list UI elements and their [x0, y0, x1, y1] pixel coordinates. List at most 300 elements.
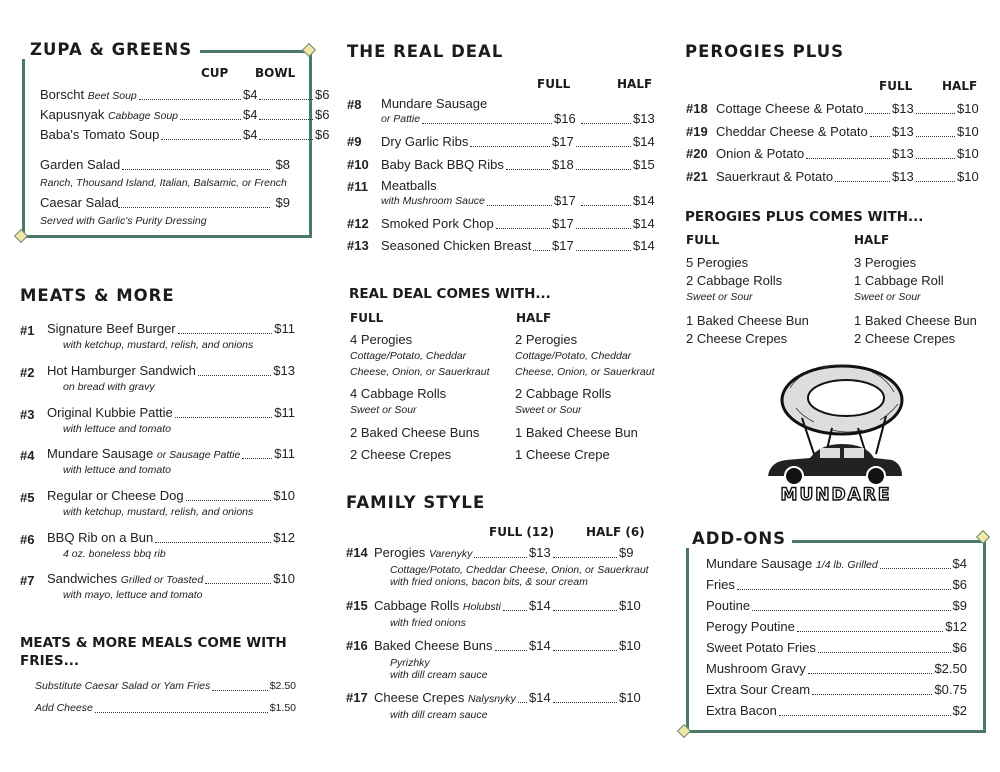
line-item: 2 Perogies: [515, 332, 578, 347]
item-name-text: Mushroom Gravy: [706, 661, 806, 676]
item-name-text: Mundare Sausage: [706, 556, 813, 571]
price-half: $15: [633, 157, 655, 172]
item-note: 4 oz. boneless bbq rib: [63, 548, 166, 560]
item-name-text: Sweet Potato Fries: [706, 640, 816, 655]
family-title: FAMILY STYLE: [346, 493, 486, 512]
item-price: $6: [952, 640, 967, 655]
price-bowl: $6: [315, 87, 330, 102]
price-half: $14: [633, 238, 655, 253]
item-price: $11: [274, 321, 295, 336]
item-name: [40, 106, 178, 125]
item-number: #4: [20, 448, 35, 463]
item-name-text: Perogies: [374, 545, 426, 560]
item-name: [35, 677, 210, 695]
line-item: 1 Baked Cheese Bun: [686, 313, 809, 328]
menu-row: [47, 320, 295, 338]
price-half: $9: [619, 545, 634, 560]
item-number: #9: [347, 134, 362, 149]
garden-salad: [40, 156, 290, 174]
item-note: on bread with gravy: [63, 381, 155, 393]
line-item: 1 Baked Cheese Bun: [515, 425, 638, 440]
price-bowl: $6: [315, 127, 330, 142]
price-full: $13: [892, 123, 914, 139]
item-price: $9: [275, 195, 290, 210]
menu-row: [47, 487, 295, 505]
line-note: Sweet or Sour: [515, 404, 582, 416]
menu-row: [381, 215, 653, 233]
item-price: $11: [274, 446, 295, 461]
leader-dots: [553, 557, 617, 558]
leader-dots: [808, 673, 932, 674]
item-desc: Beet Soup: [87, 90, 137, 102]
leader-dots: [806, 158, 890, 159]
menu-row: [381, 110, 653, 128]
perogies-title: PEROGIES PLUS: [685, 42, 844, 61]
cup-label: CUP: [201, 66, 229, 80]
perogies-comes-full: FULL: [686, 233, 720, 247]
price-half: $10: [619, 690, 641, 705]
price-full: $13: [529, 545, 551, 560]
price-cup: $4: [243, 87, 258, 102]
price-half: $14: [633, 193, 655, 208]
item-number: #12: [347, 216, 369, 231]
real-half-label: HALF: [617, 77, 653, 91]
item-name: [40, 126, 159, 144]
meats-title: MEATS & MORE: [20, 286, 175, 305]
menu-row: [706, 681, 967, 699]
leader-dots: [576, 169, 631, 170]
leader-dots: [178, 333, 272, 334]
leader-dots: [422, 123, 552, 124]
menu-row: [381, 156, 653, 174]
line-item: 2 Cabbage Rolls: [686, 273, 783, 288]
leader-dots: [503, 610, 527, 611]
perogies-comes-half: HALF: [854, 233, 890, 247]
line-item: 4 Cabbage Rolls: [350, 386, 447, 401]
leader-dots: [474, 557, 527, 558]
item-name: [716, 145, 804, 163]
item-desc: Grilled or Toasted: [120, 574, 204, 586]
price-full: $13: [892, 101, 914, 116]
price-half: $10: [619, 638, 641, 653]
item-note: with mayo, lettuce and tomato: [63, 589, 203, 601]
menu-row: [716, 123, 978, 141]
item-name-text: Smoked Pork Chop: [381, 216, 494, 231]
leader-dots: [916, 136, 955, 137]
item-name-text: Add Cheese: [35, 702, 93, 714]
item-name-text: Cottage Cheese & Potato: [716, 101, 864, 116]
item-number: #8: [347, 97, 362, 112]
leader-dots: [797, 631, 943, 632]
item-desc: Varenyky: [428, 548, 473, 560]
price-full: $18: [552, 157, 574, 172]
price-full: $13: [892, 168, 914, 184]
menu-row: [706, 639, 967, 657]
price-full: $14: [529, 598, 551, 613]
menu-row: [40, 106, 330, 124]
perogies-full-label: FULL: [879, 79, 913, 93]
menu-row: [374, 597, 659, 615]
leader-dots: [870, 136, 890, 137]
item-name: [706, 660, 806, 678]
menu-row: [47, 445, 295, 463]
leader-dots: [259, 119, 313, 120]
item-name: [706, 702, 777, 720]
leader-dots: [95, 712, 268, 713]
item-number: #10: [347, 157, 369, 172]
leader-dots: [139, 99, 241, 100]
menu-row: [40, 86, 330, 104]
item-number: #18: [686, 101, 708, 116]
item-name-text: Signature Beef Burger: [47, 321, 176, 336]
leader-dots: [779, 715, 951, 716]
item-desc: Nalysnyky: [467, 693, 516, 705]
item-number: #2: [20, 365, 35, 380]
item-name: [706, 576, 735, 594]
perogies-half-label: HALF: [942, 79, 978, 93]
item-price: $9: [952, 598, 967, 613]
real-comes-full: FULL: [350, 311, 384, 325]
leader-dots: [487, 205, 552, 206]
leader-dots: [553, 702, 617, 703]
menu-row: [47, 404, 295, 422]
item-name: Garden Salad: [40, 157, 121, 172]
item-sub: or Pattie: [381, 113, 421, 125]
item-name: [381, 156, 504, 174]
sausage-hole: [808, 380, 884, 416]
menu-row: [374, 689, 659, 707]
price-half: $13: [633, 111, 655, 126]
price-full: $16: [554, 111, 576, 126]
price-half: $14: [633, 134, 655, 149]
menu-row: [716, 145, 978, 163]
item-price: $0.75: [934, 682, 967, 697]
item-name: Mundare Sausage: [381, 96, 488, 111]
item-name: [47, 570, 203, 589]
leader-dots: [259, 99, 313, 100]
menu-row: [374, 544, 659, 562]
leader-dots: [212, 690, 268, 691]
item-number: #3: [20, 407, 35, 422]
menu-row: [716, 168, 978, 186]
item-name-text: Fries: [706, 577, 735, 592]
item-name-text: Dry Garlic Ribs: [381, 134, 469, 149]
item-name: [716, 100, 863, 118]
item-price: $2.50: [269, 680, 296, 692]
item-name: [716, 168, 833, 186]
item-desc: Holubsti: [462, 601, 501, 613]
item-name-text: Borscht: [40, 87, 85, 102]
leader-dots: [518, 702, 527, 703]
item-note: with ketchup, mustard, relish, and onions: [63, 339, 254, 351]
item-name: [706, 597, 750, 615]
item-number: #19: [686, 123, 708, 139]
item-name: [374, 689, 516, 708]
leader-dots: [752, 610, 951, 611]
item-name-text: Substitute Caesar Salad or Yam Fries: [35, 680, 211, 692]
line-item: 2 Baked Cheese Buns: [350, 425, 480, 440]
item-desc: Cabbage Soup: [107, 110, 179, 122]
menu-row: [374, 637, 659, 655]
item-name: [381, 215, 494, 233]
family-half-label: HALF (6): [586, 525, 645, 539]
line-item: 2 Cheese Crepes: [854, 331, 956, 346]
zupa-title: ZUPA & GREENS: [22, 40, 200, 59]
line-item: 3 Perogies: [854, 255, 917, 270]
leader-dots: [916, 113, 955, 114]
item-name: [374, 637, 493, 655]
menu-row: [35, 699, 296, 717]
price-full: $13: [892, 146, 914, 161]
item-number: #5: [20, 490, 35, 505]
item-name-text: Mundare Sausage: [47, 446, 154, 461]
line-item: 5 Perogies: [686, 255, 749, 270]
leader-dots: [812, 694, 932, 695]
price-full: $14: [529, 638, 551, 653]
garden-note: Ranch, Thousand Island, Italian, Balsamic, or French: [40, 177, 287, 189]
item-price: $12: [945, 619, 967, 634]
leader-dots: [818, 652, 951, 653]
item-note: with dill cream sauce: [390, 709, 488, 721]
item-number: #11: [347, 179, 368, 194]
price-full: $17: [552, 216, 574, 231]
item-price: $8: [275, 157, 290, 172]
item-name: [35, 699, 93, 717]
price-half: $10: [957, 101, 979, 116]
line-item: 2 Cabbage Rolls: [515, 386, 612, 401]
item-name-text: Cheese Crepes: [374, 690, 465, 705]
leader-dots: [835, 181, 890, 182]
real-comes-title: REAL DEAL COMES WITH...: [349, 286, 551, 302]
item-note: with lettuce and tomato: [63, 423, 171, 435]
item-name: [47, 445, 240, 464]
price-cup: $4: [243, 107, 258, 122]
item-name: [716, 123, 868, 141]
line-note: Cheese, Onion, or Sauerkraut: [515, 366, 655, 378]
line-item: 1 Cheese Crepe: [515, 447, 610, 462]
menu-row: [381, 192, 653, 210]
item-number: #1: [20, 323, 35, 338]
item-name: [706, 618, 795, 636]
menu-row: [706, 660, 967, 678]
item-price: $12: [273, 530, 295, 545]
perogies-comes-title: PEROGIES PLUS COMES WITH...: [685, 209, 924, 225]
item-name: [381, 133, 468, 151]
leader-dots: [581, 123, 631, 124]
menu-row: [706, 597, 967, 615]
item-name-text: Poutine: [706, 598, 751, 613]
leader-dots: [205, 583, 271, 584]
leader-dots: [553, 650, 617, 651]
line-note: Sweet or Sour: [854, 291, 921, 303]
line-note: Cottage/Potato, Cheddar: [515, 350, 632, 362]
item-price: $10: [273, 488, 295, 503]
bowl-label: BOWL: [255, 66, 296, 80]
item-number: #6: [20, 532, 35, 547]
leader-dots: [496, 228, 550, 229]
item-price: $2: [952, 703, 967, 718]
item-name-text: Sauerkraut & Potato: [716, 168, 834, 184]
item-name-text: Perogy Poutine: [706, 619, 795, 634]
item-name-text: Baba's Tomato Soup: [40, 127, 160, 142]
leader-dots: [576, 228, 631, 229]
price-half: $14: [633, 216, 655, 231]
item-name: Meatballs: [381, 178, 437, 193]
leader-dots: [576, 146, 631, 147]
caesar-note: Served with Garlic's Purity Dressing: [40, 215, 207, 227]
item-note: Cottage/Potato, Cheddar Cheese, Onion, or Sauerkraut: [390, 564, 649, 576]
line-note: Sweet or Sour: [686, 291, 753, 303]
leader-dots: [186, 500, 271, 501]
price-full: $17: [554, 193, 576, 208]
item-desc: or Sausage Pattie: [156, 449, 241, 461]
leader-dots: [737, 589, 951, 590]
caesar-salad: [40, 194, 290, 212]
leader-dots: [880, 568, 951, 569]
item-number: #21: [686, 168, 708, 184]
item-name: [706, 555, 878, 574]
leader-dots: [180, 119, 241, 120]
line-item: 2 Cheese Crepes: [686, 331, 788, 346]
real-deal-title: THE REAL DEAL: [347, 42, 504, 61]
item-name-text: Seasoned Chicken Breast: [381, 238, 532, 253]
item-note: with fried onions: [390, 617, 466, 629]
price-full: $14: [529, 690, 551, 705]
item-name: [381, 237, 531, 255]
leader-dots: [198, 375, 271, 376]
price-half: $10: [957, 146, 979, 161]
wheel: [867, 467, 885, 485]
line-note: Cheese, Onion, or Sauerkraut: [350, 366, 490, 378]
item-name: [47, 487, 184, 505]
item-name: Caesar Salad: [40, 195, 119, 210]
item-name-text: Extra Bacon: [706, 703, 777, 718]
menu-row: [381, 237, 653, 255]
item-name-text: Original Kubbie Pattie: [47, 405, 173, 420]
menu-row: [40, 126, 330, 144]
item-name-text: Baked Cheese Buns: [374, 638, 493, 653]
wheel: [785, 467, 803, 485]
leader-dots: [495, 650, 527, 651]
price-half: $10: [619, 598, 641, 613]
menu-row: [716, 100, 978, 118]
item-name: [374, 597, 501, 616]
item-name-text: Extra Sour Cream: [706, 682, 811, 697]
menu-row: [35, 677, 296, 695]
price-cup: $4: [243, 127, 258, 142]
leader-dots: [155, 542, 271, 543]
leader-dots: [576, 250, 631, 251]
item-name-text: Regular or Cheese Dog: [47, 488, 184, 503]
addons-title: ADD-ONS: [686, 529, 792, 548]
leader-dots: [916, 158, 955, 159]
item-name-text: Baby Back BBQ Ribs: [381, 157, 504, 172]
leader-dots: [122, 169, 270, 170]
leader-dots: [533, 250, 550, 251]
item-number: #15: [346, 598, 368, 613]
menu-row: [706, 618, 967, 636]
menu-row: [381, 133, 653, 151]
item-number: #17: [346, 690, 368, 705]
real-full-label: FULL: [537, 77, 571, 91]
menu-row: [47, 570, 295, 588]
item-note: Pyrizhky: [390, 657, 430, 669]
price-full: $17: [552, 238, 574, 253]
leader-dots: [470, 146, 550, 147]
mundare-logo: [762, 358, 910, 504]
item-name-text: Sandwiches: [47, 571, 118, 586]
item-name: [374, 544, 472, 563]
item-name-text: Onion & Potato: [716, 146, 805, 161]
leader-dots: [118, 207, 270, 208]
line-item: 4 Perogies: [350, 332, 413, 347]
item-number: #16: [346, 638, 368, 653]
item-name: [47, 320, 176, 338]
item-number: #13: [347, 238, 369, 253]
menu-row: [47, 529, 295, 547]
line-note: Sweet or Sour: [350, 404, 417, 416]
item-name-text: BBQ Rib on a Bun: [47, 530, 154, 545]
item-note: with ketchup, mustard, relish, and onions: [63, 506, 254, 518]
item-price: $10: [273, 571, 295, 586]
item-name: [47, 404, 173, 422]
logo-text: MUNDARE: [780, 485, 892, 504]
leader-dots: [916, 181, 955, 182]
price-bowl: $6: [315, 107, 330, 122]
price-half: $10: [957, 123, 979, 139]
item-name: [706, 639, 816, 657]
menu-row: [47, 362, 295, 380]
item-note: with fried onions, bacon bits, & sour cream: [390, 576, 588, 588]
item-number: #7: [20, 573, 35, 588]
item-name-text: Cheddar Cheese & Potato: [716, 123, 868, 139]
leader-dots: [259, 139, 313, 140]
item-sub: with Mushroom Sauce: [381, 195, 485, 207]
leader-dots: [242, 458, 272, 459]
menu-row: [706, 555, 967, 573]
menu-row: [706, 702, 967, 720]
item-price: $2.50: [934, 661, 967, 676]
leader-dots: [553, 610, 617, 611]
price-half: $10: [957, 168, 979, 184]
leader-dots: [506, 169, 550, 170]
item-name-text: Cabbage Rolls: [374, 598, 460, 613]
item-name: [706, 681, 810, 699]
item-name: [47, 362, 196, 380]
leader-dots: [175, 417, 272, 418]
item-price: $6: [952, 577, 967, 592]
item-name: [40, 86, 137, 105]
item-number: #20: [686, 146, 708, 161]
real-comes-half: HALF: [516, 311, 552, 325]
leader-dots: [581, 205, 631, 206]
family-full-label: FULL (12): [489, 525, 555, 539]
item-note: with lettuce and tomato: [63, 464, 171, 476]
item-note: with dill cream sauce: [390, 669, 488, 681]
leader-dots: [161, 139, 241, 140]
line-item: 1 Baked Cheese Bun: [854, 313, 977, 328]
price-full: $17: [552, 134, 574, 149]
item-name-text: Hot Hamburger Sandwich: [47, 363, 196, 378]
leader-dots: [865, 113, 890, 114]
item-price: $13: [273, 363, 295, 378]
meats-meals-title: MEATS & MORE MEALS COME WITH FRIES...: [20, 635, 287, 669]
line-note: Cottage/Potato, Cheddar: [350, 350, 467, 362]
item-name: [47, 529, 153, 547]
item-price: $11: [274, 405, 295, 420]
item-number: #14: [346, 545, 368, 560]
menu-row: [706, 576, 967, 594]
